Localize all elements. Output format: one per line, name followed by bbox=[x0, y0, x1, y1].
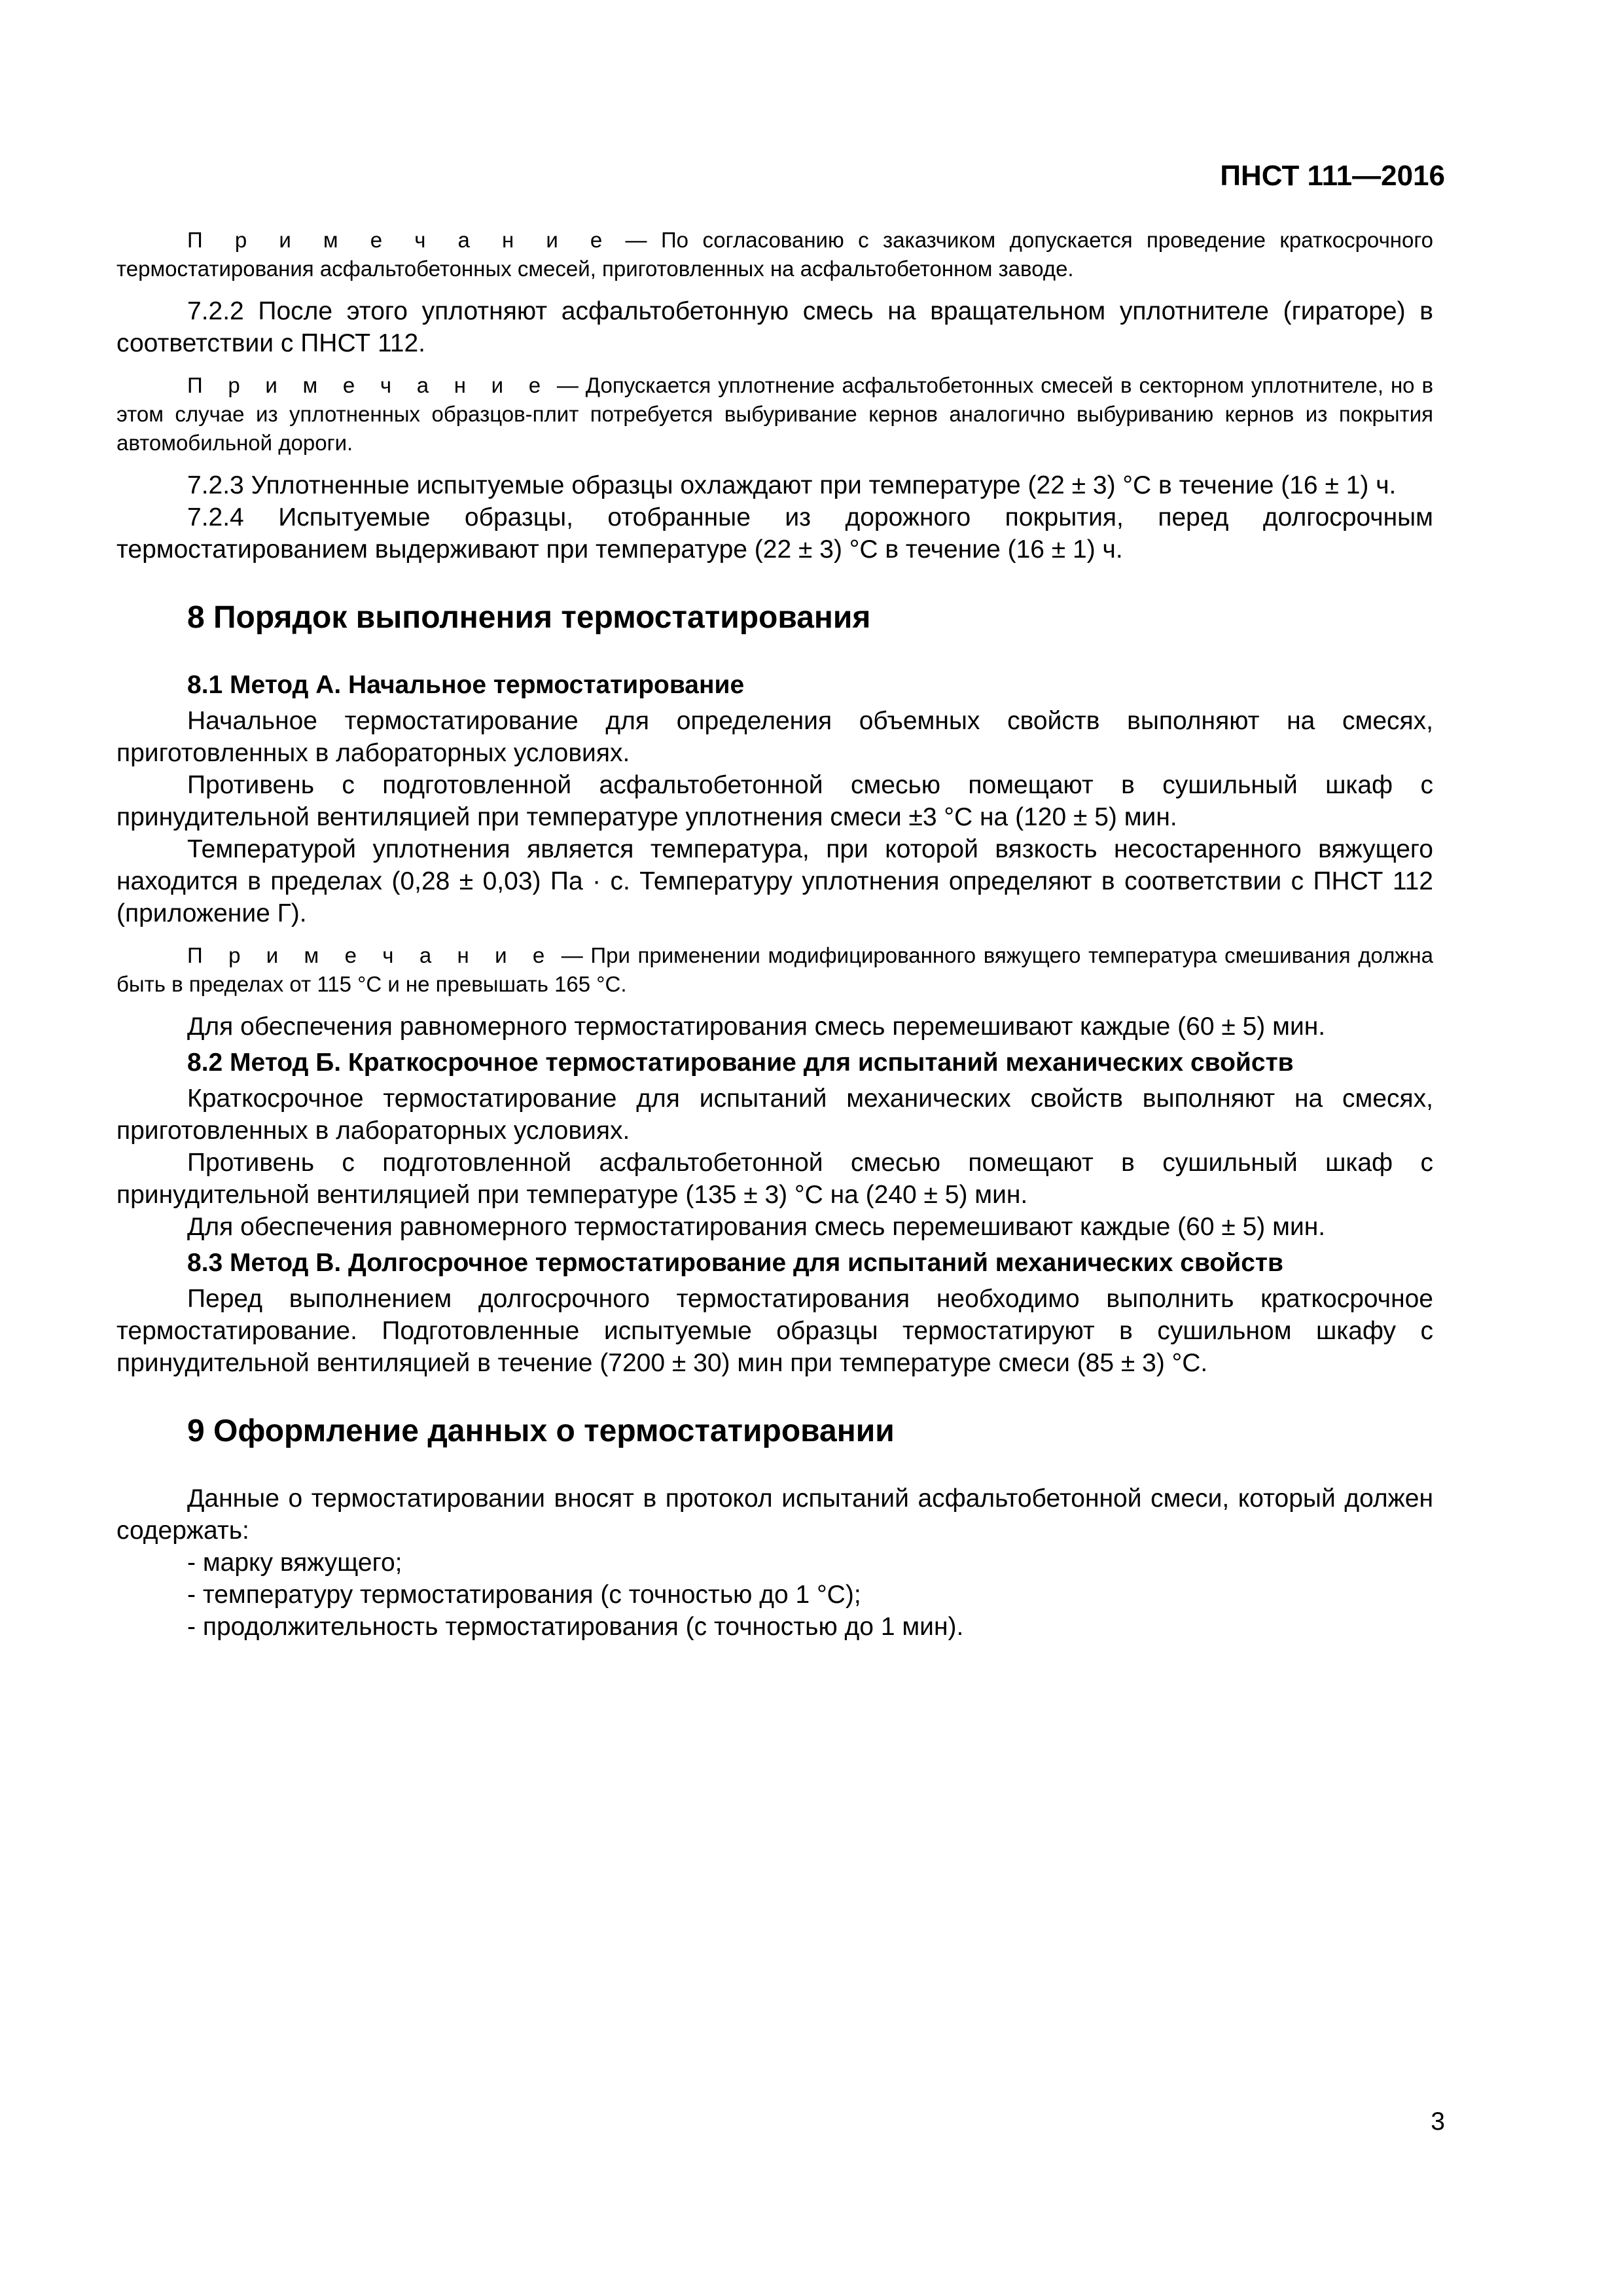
section-8-heading: 8 Порядок выполнения термостатирования bbox=[187, 600, 871, 635]
paragraph: Противень с подготовленной асфальтобетонной смесью помещают в сушильный шкаф с принудительной вентиляцией при температуре (135 ± 3) °С на (240 ± 5) мин. bbox=[116, 1149, 1433, 1209]
paragraph: Краткосрочное термостатирование для испытаний механических свойств выполняют на смесях, приготовленных в лабораторных условиях. bbox=[116, 1085, 1433, 1145]
paragraph-7-2-4: 7.2.4 Испытуемые образцы, отобранные из дорожного покрытия, перед долгосрочным термостатированием выдерживают при температуре (22 ± 3) °С в течение (16 ± 1) ч. bbox=[116, 503, 1433, 564]
paragraph-7-2-2: 7.2.2 После этого уплотняют асфальтобетонную смесь на вращательном уплотнителе (гираторе) в соответствии с ПНСТ 112. bbox=[116, 297, 1433, 357]
list-item: - температуру термостатирования (с точностью до 1 °С); bbox=[187, 1581, 861, 1609]
page-number: 3 bbox=[1431, 2108, 1445, 2136]
paragraph: Противень с подготовленной асфальтобетонной смесью помещают в сушильный шкаф с принудительной вентиляцией при температуре уплотнения смеси ±3 °С на (120 ± 5) мин. bbox=[116, 771, 1433, 831]
paragraph: Для обеспечения равномерного термостатирования смесь перемешивают каждые (60 ± 5) мин. bbox=[187, 1013, 1326, 1041]
note-label: П р и м е ч а н и е bbox=[187, 228, 612, 252]
page-content bbox=[116, 226, 1433, 1643]
paragraph: Температурой уплотнения является температура, при которой вязкость несостаренного вяжущего находится в пределах (0,28 ± 0,03) Па · с. Температуру уплотнения определяют в соответствии с ПНСТ 112 (приложение Г). bbox=[116, 835, 1433, 927]
note-paragraph bbox=[116, 941, 1433, 999]
subsection-8-3-heading: 8.3 Метод В. Долгосрочное термостатирование для испытаний механических свойств bbox=[187, 1249, 1283, 1277]
requirements-list bbox=[116, 1547, 1433, 1643]
note-text: — Допускается уплотнение асфальтобетонных смесей в секторном уплотнителе, но в этом случае из уплотненных образцов-плит потребуется выбуривание кернов аналогично выбуриванию кернов из покрытия автомобильной дороги. bbox=[116, 373, 1434, 455]
paragraph: Данные о термостатировании вносят в протокол испытаний асфальтобетонной смеси, который должен содержать: bbox=[116, 1484, 1433, 1545]
subsection-8-1-heading: 8.1 Метод А. Начальное термостатирование bbox=[187, 671, 745, 699]
list-item: - продолжительность термостатирования (с точностью до 1 мин). bbox=[187, 1613, 964, 1641]
subsection-8-2-heading: 8.2 Метод Б. Краткосрочное термостатирование для испытаний механических свойств bbox=[187, 1049, 1294, 1077]
paragraph-7-2-3: 7.2.3 Уплотненные испытуемые образцы охлаждают при температуре (22 ± 3) °С в течение (16 ± 1) ч. bbox=[187, 471, 1397, 499]
paragraph: Начальное термостатирование для определения объемных свойств выполняют на смесях, приготовленных в лабораторных условиях. bbox=[116, 707, 1433, 767]
list-item: - марку вяжущего; bbox=[187, 1549, 402, 1577]
note-text: — При применении модифицированного вяжущего температура смешивания должна быть в пределах от 115 °С и не превышать 165 °С. bbox=[116, 943, 1433, 996]
paragraph: Перед выполнением долгосрочного термостатирования необходимо выполнить краткосрочное термостатирование. Подготовленные испытуемые образцы термостатируют в сушильном шкафу с принудительной вентиляцией в течение (7200 ± 30) мин при температуре смеси (85 ± 3) °С. bbox=[116, 1285, 1433, 1377]
note-label: П р и м е ч а н и е bbox=[187, 943, 554, 967]
paragraph: Для обеспечения равномерного термостатирования смесь перемешивают каждые (60 ± 5) мин. bbox=[187, 1213, 1326, 1241]
section-9-heading: 9 Оформление данных о термостатировании bbox=[187, 1414, 895, 1448]
note-text: — По согласованию с заказчиком допускается проведение краткосрочного термостатирования асфальтобетонных смесей, приготовленных на асфальтобетонном заводе. bbox=[116, 228, 1433, 281]
note-paragraph bbox=[116, 371, 1433, 457]
note-paragraph bbox=[116, 226, 1433, 283]
document-id-header: ПНСТ 111—2016 bbox=[1220, 160, 1445, 192]
note-label: П р и м е ч а н и е bbox=[187, 373, 550, 397]
